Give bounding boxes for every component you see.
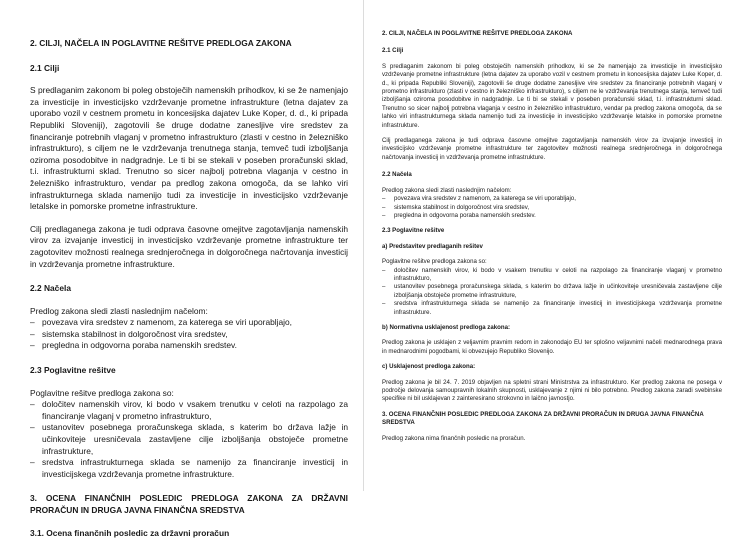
- section-2-heading: 2. CILJI, NAČELA IN POGLAVITNE REŠITVE PREDLOGA ZAKONA: [382, 30, 573, 37]
- subsection-3-1-heading: 3.1. Ocena finančnih posledic za državni proračun: [30, 527, 230, 538]
- principles-intro: Predlog zakona sledi zlasti naslednjim načelom:: [30, 305, 208, 316]
- subsection-2-3-heading: 2.3 Poglavitne rešitve: [30, 365, 116, 376]
- normative-paragraph: Predlog zakona je usklajen z veljavnim pravnim redom in zakonodajo EU ter splošno veljavnimi načeli mednarodnega prava in mednarodnimi pogodbami, ki obvezujejo Republiko Slovenijo.: [382, 339, 722, 355]
- section-3-heading: 3. OCENA FINANČNIH POSLEDIC PREDLOGA ZAKONA ZA DRŽAVNI PRORAČUN IN DRUGA JAVNA FINANČNA SREDSTVA: [30, 493, 348, 515]
- list-item: – pregledna in odgovorna poraba namenskih sredstev.: [382, 212, 722, 220]
- solutions-intro: Poglavitne rešitve predloga zakona so:: [30, 387, 174, 398]
- list-item: – ustanovitev posebnega proračunskega sklada, s katerim bo država lažje in učinkoviteje uresničevala zastavljene cilje izboljšanja obstoječe prometne infrastrukture,: [382, 283, 722, 300]
- list-item: – sistemska stabilnost in dolgoročnost vira sredstev,: [382, 204, 722, 212]
- subsection-a-heading: a) Predstavitev predlaganih rešitev: [382, 242, 483, 250]
- list-item: – določitev namenskih virov, ki bodo v vsakem trenutku v celoti na razpolago za financiranje vlaganj v prometno infrastrukturo,: [382, 267, 722, 284]
- goals-paragraph: S predlaganim zakonom bi poleg obstoječih namenskih prihodkov, ki se že namenjajo za investicije in investicijsko vzdrževanje prometne infrastrukture (letna dajatev za uporabo vozil v cestnem prometu in koncesijska dajatev Luke Koper, d. d., ki pripada Republiki Sloveniji), zagotovili še druge dodatne zanesljive vire sredstev za financiranje potrebnih vlaganj v prometno infrastrukturo (zlasti v cestno in železniško infrastrukturo), s ciljem ne le vzdrževanja trenutnega stanja, temveč tudi izboljšanja oziroma posodobitve in nadgradnje. Le ti bi se stekali v poseben proračunski sklad, t.i. infrastrukturni sklad. Trenutno so sicer najbolj potrebna vlaganja v cestno in železniško infrastrukturo, vendar pa predlog zakona omogoča, da se lahko viri infrastrukturnega sklada namenijo tudi za investicije in investicijsko vzdrževanje letalske in pomorske prometne infrastrukture.: [382, 62, 722, 129]
- principles-list: [30, 317, 348, 352]
- list-item: – določitev namenskih virov, ki bodo v vsakem trenutku v celoti na razpolago za financiranje vlaganj v prometno infrastrukturo,: [30, 399, 348, 422]
- list-item: – sredstva infrastrukturnega sklada se namenijo za financiranje investicij in investicijskega vzdrževanja prometne infrastrukture.: [382, 300, 722, 317]
- subsection-2-1-heading: 2.1 Cilji: [30, 62, 60, 73]
- goals-paragraph-2: Cilj predlaganega zakona je tudi odprava časovne omejitve zagotavljanja namenskih virov za izvajanje investicij in investicijsko vzdrževanje prometne infrastrukture ter zagotovitev možnosti realnega srednjeročnega in dolgoročnega načrtovanja investicij in vzdrževanja prometne infrastrukture.: [30, 223, 348, 269]
- principles-intro: Predlog zakona sledi zlasti naslednjim načelom:: [382, 186, 512, 194]
- list-item: – sistemska stabilnost in dolgoročnost vira sredstev,: [30, 329, 348, 341]
- left-document-page: [0, 0, 364, 538]
- list-item: – pregledna in odgovorna poraba namenskih sredstev.: [30, 340, 348, 352]
- right-page-content: [382, 30, 722, 443]
- list-item: – ustanovitev posebnega proračunskega sklada, s katerim bo država lažje in učinkoviteje uresničevala zastavljene cilje izboljšanja obstoječe prometne infrastrukture,: [30, 422, 348, 457]
- subsection-b-heading: b) Normativna usklajenost predloga zakona:: [382, 323, 510, 331]
- solutions-list: [382, 267, 722, 317]
- subsection-c-heading: c) Usklajenost predloga zakona:: [382, 363, 476, 371]
- list-item: – povezava vira sredstev z namenom, za katerega se viri uporabljajo,: [30, 317, 348, 329]
- solutions-intro: Poglavitne rešitve predloga zakona so:: [382, 258, 487, 266]
- subsection-2-2-heading: 2.2 Načela: [30, 283, 71, 294]
- section-2-heading: 2. CILJI, NAČELA IN POGLAVITNE REŠITVE PREDLOGA ZAKONA: [30, 38, 292, 48]
- right-document-page: [364, 0, 736, 491]
- section-3-heading: 3. OCENA FINANČNIH POSLEDIC PREDLOGA ZAKONA ZA DRŽAVNI PRORAČUN IN DRUGA JAVNA FINANČNA SREDSTVA: [382, 410, 704, 427]
- goals-paragraph: S predlaganim zakonom bi poleg obstoječih namenskih prihodkov, ki se že namenjajo za investicije in investicijsko vzdrževanje prometne infrastrukture (letna dajatev za uporabo vozil v cestnem prometu in koncesijska dajatev Luke Koper, d. d., ki pripada Republiki Sloveniji), zagotovili še druge dodatne zanesljive vire sredstev za financiranje potrebnih vlaganj v prometno infrastrukturo (zlasti v cestno in železniško infrastrukturo), s ciljem ne le vzdrževanja trenutnega stanja, temveč tudi izboljšanja oziroma posodobitve in nadgradnje. Le ti bi se stekali v poseben proračunski sklad, t.i. infrastrukturni sklad. Trenutno so sicer najbolj potrebna vlaganja v cestno in železniško infrastrukturo, vendar pa predlog zakona omogoča, da se lahko viri infrastrukturnega sklada namenijo tudi za investicije in investicijsko vzdrževanje letalske in pomorske prometne infrastrukture.: [30, 85, 348, 212]
- alignment-paragraph: Predlog zakona je bil 24. 7. 2019 objavljen na spletni strani Ministrstva za infrastrukturo. Ker predlog zakona ne posega v področje delovanja samoupravnih lokalnih skupnosti, usklajevanje z njimi ni bilo potrebno. Predlog zakona zaradi svebinske specifike ni bil usklajevan z zainteresirano strokovno in laično javnostjo.: [382, 378, 722, 403]
- left-page-content: [30, 38, 348, 539]
- list-item: – povezava vira sredstev z namenom, za katerega se viri uporabljajo,: [382, 195, 722, 203]
- goals-paragraph-2: Cilj predlaganega zakona je tudi odprava časovne omejitve zagotavljanja namenskih virov za izvajanje investicij in investicijsko vzdrževanje prometne infrastrukture ter zagotovitev možnosti realnega srednjeročnega in dolgoročnega načrtovanja investicij in vzdrževanja prometne infrastrukture.: [382, 137, 722, 161]
- principles-list: [382, 195, 722, 220]
- solutions-list: [30, 399, 348, 480]
- subsection-2-2-heading: 2.2 Načela: [382, 171, 412, 179]
- subsection-2-1-heading: 2.1 Cilji: [382, 47, 404, 55]
- subsection-2-3-heading: 2.3 Poglavitne rešitve: [382, 227, 445, 235]
- list-item: – sredstva infrastrukturnega sklada se namenijo za financiranje investicij in investicijskega vzdrževanja prometne infrastrukture.: [30, 457, 348, 480]
- financial-paragraph: Predlog zakona nima finančnih posledic na proračun.: [382, 434, 526, 442]
